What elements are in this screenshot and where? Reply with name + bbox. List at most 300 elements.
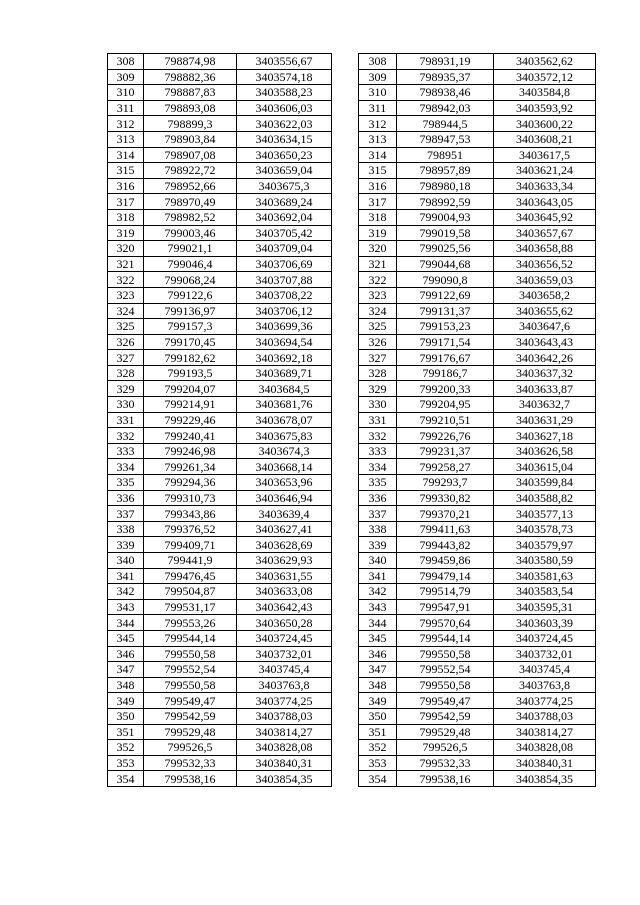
point-number-cell: 308 — [108, 54, 144, 70]
table-row — [108, 630, 332, 646]
x-coordinate-cell: 798947,53 — [397, 131, 494, 147]
point-number-cell: 336 — [108, 490, 144, 506]
x-coordinate-cell: 799226,76 — [397, 428, 494, 444]
table-row — [359, 771, 596, 787]
point-number-cell: 347 — [108, 662, 144, 678]
y-coordinate-cell: 3403814,27 — [237, 724, 332, 740]
x-coordinate-cell: 798980,18 — [397, 178, 494, 194]
y-coordinate-cell: 3403621,24 — [494, 163, 596, 179]
y-coordinate-cell: 3403678,07 — [237, 412, 332, 428]
y-coordinate-cell: 3403627,18 — [494, 428, 596, 444]
y-coordinate-cell: 3403633,87 — [494, 381, 596, 397]
x-coordinate-cell: 799544,14 — [397, 630, 494, 646]
x-coordinate-cell: 799343,86 — [144, 506, 237, 522]
x-coordinate-cell: 799153,23 — [397, 319, 494, 335]
y-coordinate-cell: 3403595,31 — [494, 599, 596, 615]
y-coordinate-cell: 3403643,43 — [494, 334, 596, 350]
y-coordinate-cell: 3403828,08 — [494, 740, 596, 756]
y-coordinate-cell: 3403724,45 — [494, 630, 596, 646]
table-row — [359, 428, 596, 444]
point-number-cell: 327 — [359, 350, 397, 366]
table-row — [359, 178, 596, 194]
table-row — [108, 662, 332, 678]
x-coordinate-cell: 799019,58 — [397, 225, 494, 241]
x-coordinate-cell: 799552,54 — [397, 662, 494, 678]
x-coordinate-cell: 798982,52 — [144, 209, 237, 225]
point-number-cell: 346 — [359, 646, 397, 662]
x-coordinate-cell: 798887,83 — [144, 85, 237, 101]
point-number-cell: 336 — [359, 490, 397, 506]
point-number-cell: 343 — [359, 599, 397, 615]
x-coordinate-cell: 799529,48 — [144, 724, 237, 740]
x-coordinate-cell: 799229,46 — [144, 412, 237, 428]
y-coordinate-cell: 3403574,18 — [237, 69, 332, 85]
coordinate-table-right — [358, 53, 596, 787]
point-number-cell: 340 — [108, 553, 144, 569]
y-coordinate-cell: 3403763,8 — [237, 677, 332, 693]
y-coordinate-cell: 3403603,39 — [494, 615, 596, 631]
y-coordinate-cell: 3403579,97 — [494, 537, 596, 553]
x-coordinate-cell: 799157,3 — [144, 319, 237, 335]
y-coordinate-cell: 3403577,13 — [494, 506, 596, 522]
x-coordinate-cell: 798952,66 — [144, 178, 237, 194]
point-number-cell: 351 — [359, 724, 397, 740]
table-row — [108, 397, 332, 413]
x-coordinate-cell: 798899,3 — [144, 116, 237, 132]
y-coordinate-cell: 3403732,01 — [237, 646, 332, 662]
x-coordinate-cell: 798882,36 — [144, 69, 237, 85]
point-number-cell: 309 — [359, 69, 397, 85]
x-coordinate-cell: 799549,47 — [144, 693, 237, 709]
point-number-cell: 345 — [359, 630, 397, 646]
table-row — [359, 553, 596, 569]
point-number-cell: 348 — [108, 677, 144, 693]
point-number-cell: 342 — [359, 584, 397, 600]
x-coordinate-cell: 799479,14 — [397, 568, 494, 584]
point-number-cell: 349 — [359, 693, 397, 709]
table-row — [359, 194, 596, 210]
point-number-cell: 338 — [108, 521, 144, 537]
table-row — [359, 568, 596, 584]
table-row — [108, 646, 332, 662]
y-coordinate-cell: 3403774,25 — [237, 693, 332, 709]
y-coordinate-cell: 3403642,26 — [494, 350, 596, 366]
point-number-cell: 329 — [359, 381, 397, 397]
x-coordinate-cell: 799004,93 — [397, 209, 494, 225]
table-row — [359, 100, 596, 116]
y-coordinate-cell: 3403674,3 — [237, 443, 332, 459]
point-number-cell: 344 — [359, 615, 397, 631]
x-coordinate-cell: 799046,4 — [144, 256, 237, 272]
y-coordinate-cell: 3403588,23 — [237, 85, 332, 101]
table-row — [359, 412, 596, 428]
point-number-cell: 319 — [108, 225, 144, 241]
y-coordinate-cell: 3403631,29 — [494, 412, 596, 428]
y-coordinate-cell: 3403709,04 — [237, 241, 332, 257]
y-coordinate-cell: 3403556,67 — [237, 54, 332, 70]
point-number-cell: 333 — [108, 443, 144, 459]
table-row — [359, 209, 596, 225]
point-number-cell: 352 — [108, 740, 144, 756]
point-number-cell: 337 — [359, 506, 397, 522]
x-coordinate-cell: 798922,72 — [144, 163, 237, 179]
y-coordinate-cell: 3403650,28 — [237, 615, 332, 631]
x-coordinate-cell: 798893,08 — [144, 100, 237, 116]
point-number-cell: 321 — [108, 256, 144, 272]
y-coordinate-cell: 3403745,4 — [237, 662, 332, 678]
point-number-cell: 324 — [108, 303, 144, 319]
table-row — [359, 615, 596, 631]
y-coordinate-cell: 3403639,4 — [237, 506, 332, 522]
y-coordinate-cell: 3403650,23 — [237, 147, 332, 163]
x-coordinate-cell: 799210,51 — [397, 412, 494, 428]
x-coordinate-cell: 799204,95 — [397, 397, 494, 413]
point-number-cell: 322 — [108, 272, 144, 288]
point-number-cell: 347 — [359, 662, 397, 678]
point-number-cell: 314 — [108, 147, 144, 163]
y-coordinate-cell: 3403689,24 — [237, 194, 332, 210]
x-coordinate-cell: 799044,68 — [397, 256, 494, 272]
y-coordinate-cell: 3403854,35 — [494, 771, 596, 787]
point-number-cell: 318 — [108, 209, 144, 225]
table-row — [359, 334, 596, 350]
y-coordinate-cell: 3403615,04 — [494, 459, 596, 475]
y-coordinate-cell: 3403814,27 — [494, 724, 596, 740]
table-row — [359, 287, 596, 303]
y-coordinate-cell: 3403788,03 — [237, 708, 332, 724]
table-row — [108, 54, 332, 70]
table-row — [108, 319, 332, 335]
point-number-cell: 317 — [359, 194, 397, 210]
table-row — [359, 599, 596, 615]
point-number-cell: 330 — [108, 397, 144, 413]
x-coordinate-cell: 799122,6 — [144, 287, 237, 303]
x-coordinate-cell: 799526,5 — [397, 740, 494, 756]
table-row — [359, 272, 596, 288]
x-coordinate-cell: 799193,5 — [144, 365, 237, 381]
coordinate-table-left — [107, 53, 332, 787]
table-row — [108, 85, 332, 101]
table-row — [359, 225, 596, 241]
table-row — [108, 365, 332, 381]
table-row — [359, 116, 596, 132]
x-coordinate-cell: 799526,5 — [144, 740, 237, 756]
point-number-cell: 340 — [359, 553, 397, 569]
point-number-cell: 337 — [108, 506, 144, 522]
point-number-cell: 312 — [359, 116, 397, 132]
table-row — [359, 443, 596, 459]
x-coordinate-cell: 798992,59 — [397, 194, 494, 210]
point-number-cell: 343 — [108, 599, 144, 615]
x-coordinate-cell: 799531,17 — [144, 599, 237, 615]
point-number-cell: 322 — [359, 272, 397, 288]
y-coordinate-cell: 3403633,34 — [494, 178, 596, 194]
x-coordinate-cell: 799459,86 — [397, 553, 494, 569]
point-number-cell: 345 — [108, 630, 144, 646]
y-coordinate-cell: 3403692,04 — [237, 209, 332, 225]
point-number-cell: 320 — [359, 241, 397, 257]
x-coordinate-cell: 799068,24 — [144, 272, 237, 288]
table-row — [108, 225, 332, 241]
table-row — [108, 428, 332, 444]
x-coordinate-cell: 799003,46 — [144, 225, 237, 241]
point-number-cell: 350 — [359, 708, 397, 724]
point-number-cell: 334 — [108, 459, 144, 475]
x-coordinate-cell: 799090,8 — [397, 272, 494, 288]
point-number-cell: 335 — [108, 475, 144, 491]
point-number-cell: 309 — [108, 69, 144, 85]
x-coordinate-cell: 799171,54 — [397, 334, 494, 350]
table-row — [108, 287, 332, 303]
x-coordinate-cell: 799411,63 — [397, 521, 494, 537]
table-row — [108, 568, 332, 584]
table-row — [108, 241, 332, 257]
y-coordinate-cell: 3403584,8 — [494, 85, 596, 101]
y-coordinate-cell: 3403763,8 — [494, 677, 596, 693]
x-coordinate-cell: 799532,33 — [397, 755, 494, 771]
y-coordinate-cell: 3403626,58 — [494, 443, 596, 459]
point-number-cell: 325 — [108, 319, 144, 335]
y-coordinate-cell: 3403675,3 — [237, 178, 332, 194]
table-row — [108, 521, 332, 537]
x-coordinate-cell: 799549,47 — [397, 693, 494, 709]
table-row — [359, 475, 596, 491]
y-coordinate-cell: 3403732,01 — [494, 646, 596, 662]
y-coordinate-cell: 3403658,2 — [494, 287, 596, 303]
table-row — [359, 163, 596, 179]
y-coordinate-cell: 3403588,82 — [494, 490, 596, 506]
point-number-cell: 312 — [108, 116, 144, 132]
point-number-cell: 323 — [108, 287, 144, 303]
x-coordinate-cell: 799200,33 — [397, 381, 494, 397]
table-row — [108, 131, 332, 147]
x-coordinate-cell: 799240,41 — [144, 428, 237, 444]
point-number-cell: 350 — [108, 708, 144, 724]
x-coordinate-cell: 799544,14 — [144, 630, 237, 646]
table-row — [359, 724, 596, 740]
x-coordinate-cell: 799025,56 — [397, 241, 494, 257]
y-coordinate-cell: 3403581,63 — [494, 568, 596, 584]
table-row — [108, 708, 332, 724]
point-number-cell: 320 — [108, 241, 144, 257]
table-row — [359, 147, 596, 163]
table-row — [108, 100, 332, 116]
table-row — [359, 85, 596, 101]
y-coordinate-cell: 3403642,43 — [237, 599, 332, 615]
table-row — [108, 459, 332, 475]
point-number-cell: 341 — [108, 568, 144, 584]
x-coordinate-cell: 799310,73 — [144, 490, 237, 506]
y-coordinate-cell: 3403656,52 — [494, 256, 596, 272]
y-coordinate-cell: 3403659,03 — [494, 272, 596, 288]
x-coordinate-cell: 799550,58 — [397, 677, 494, 693]
point-number-cell: 317 — [108, 194, 144, 210]
point-number-cell: 351 — [108, 724, 144, 740]
x-coordinate-cell: 799258,27 — [397, 459, 494, 475]
point-number-cell: 353 — [359, 755, 397, 771]
table-row — [108, 272, 332, 288]
y-coordinate-cell: 3403659,04 — [237, 163, 332, 179]
x-coordinate-cell: 799409,71 — [144, 537, 237, 553]
x-coordinate-cell: 799204,07 — [144, 381, 237, 397]
x-coordinate-cell: 799261,34 — [144, 459, 237, 475]
x-coordinate-cell: 799476,45 — [144, 568, 237, 584]
y-coordinate-cell: 3403578,73 — [494, 521, 596, 537]
table-row — [108, 599, 332, 615]
y-coordinate-cell: 3403854,35 — [237, 771, 332, 787]
point-number-cell: 318 — [359, 209, 397, 225]
table-row — [108, 350, 332, 366]
x-coordinate-cell: 799176,67 — [397, 350, 494, 366]
y-coordinate-cell: 3403633,08 — [237, 584, 332, 600]
table-row — [108, 334, 332, 350]
y-coordinate-cell: 3403637,32 — [494, 365, 596, 381]
point-number-cell: 313 — [108, 131, 144, 147]
point-number-cell: 311 — [359, 100, 397, 116]
x-coordinate-cell: 798935,37 — [397, 69, 494, 85]
point-number-cell: 338 — [359, 521, 397, 537]
y-coordinate-cell: 3403583,54 — [494, 584, 596, 600]
x-coordinate-cell: 799330,82 — [397, 490, 494, 506]
x-coordinate-cell: 799170,45 — [144, 334, 237, 350]
table-row — [108, 677, 332, 693]
y-coordinate-cell: 3403646,94 — [237, 490, 332, 506]
y-coordinate-cell: 3403708,22 — [237, 287, 332, 303]
x-coordinate-cell: 799441,9 — [144, 553, 237, 569]
point-number-cell: 339 — [108, 537, 144, 553]
y-coordinate-cell: 3403828,08 — [237, 740, 332, 756]
table-row — [359, 54, 596, 70]
table-row — [108, 475, 332, 491]
y-coordinate-cell: 3403774,25 — [494, 693, 596, 709]
table-row — [359, 350, 596, 366]
point-number-cell: 328 — [108, 365, 144, 381]
point-number-cell: 326 — [108, 334, 144, 350]
x-coordinate-cell: 799214,91 — [144, 397, 237, 413]
table-row — [108, 163, 332, 179]
y-coordinate-cell: 3403675,83 — [237, 428, 332, 444]
x-coordinate-cell: 798907,08 — [144, 147, 237, 163]
y-coordinate-cell: 3403840,31 — [237, 755, 332, 771]
table-row — [108, 147, 332, 163]
point-number-cell: 331 — [108, 412, 144, 428]
y-coordinate-cell: 3403706,12 — [237, 303, 332, 319]
y-coordinate-cell: 3403724,45 — [237, 630, 332, 646]
y-coordinate-cell: 3403608,21 — [494, 131, 596, 147]
table-row — [359, 397, 596, 413]
table-row — [359, 365, 596, 381]
point-number-cell: 314 — [359, 147, 397, 163]
x-coordinate-cell: 798903,84 — [144, 131, 237, 147]
point-number-cell: 354 — [108, 771, 144, 787]
y-coordinate-cell: 3403647,6 — [494, 319, 596, 335]
table-row — [108, 693, 332, 709]
x-coordinate-cell: 799182,62 — [144, 350, 237, 366]
x-coordinate-cell: 799231,37 — [397, 443, 494, 459]
point-number-cell: 332 — [359, 428, 397, 444]
point-number-cell: 346 — [108, 646, 144, 662]
x-coordinate-cell: 799514,79 — [397, 584, 494, 600]
y-coordinate-cell: 3403562,62 — [494, 54, 596, 70]
point-number-cell: 325 — [359, 319, 397, 335]
y-coordinate-cell: 3403634,15 — [237, 131, 332, 147]
point-number-cell: 354 — [359, 771, 397, 787]
table-row — [359, 584, 596, 600]
x-coordinate-cell: 799550,58 — [144, 677, 237, 693]
table-row — [359, 381, 596, 397]
table-row — [108, 194, 332, 210]
point-number-cell: 329 — [108, 381, 144, 397]
table-row — [108, 178, 332, 194]
table-row — [359, 241, 596, 257]
table-row — [359, 630, 596, 646]
table-row — [359, 490, 596, 506]
x-coordinate-cell: 799570,64 — [397, 615, 494, 631]
point-number-cell: 319 — [359, 225, 397, 241]
x-coordinate-cell: 799131,37 — [397, 303, 494, 319]
point-number-cell: 353 — [108, 755, 144, 771]
y-coordinate-cell: 3403628,69 — [237, 537, 332, 553]
y-coordinate-cell: 3403840,31 — [494, 755, 596, 771]
point-number-cell: 326 — [359, 334, 397, 350]
point-number-cell: 308 — [359, 54, 397, 70]
y-coordinate-cell: 3403707,88 — [237, 272, 332, 288]
y-coordinate-cell: 3403658,88 — [494, 241, 596, 257]
table-row — [359, 521, 596, 537]
point-number-cell: 321 — [359, 256, 397, 272]
x-coordinate-cell: 798938,46 — [397, 85, 494, 101]
point-number-cell: 344 — [108, 615, 144, 631]
y-coordinate-cell: 3403600,22 — [494, 116, 596, 132]
table-row — [108, 755, 332, 771]
table-row — [108, 412, 332, 428]
table-row — [108, 69, 332, 85]
x-coordinate-cell: 799532,33 — [144, 755, 237, 771]
y-coordinate-cell: 3403689,71 — [237, 365, 332, 381]
point-number-cell: 316 — [108, 178, 144, 194]
table-row — [108, 506, 332, 522]
table-row — [108, 740, 332, 756]
y-coordinate-cell: 3403617,5 — [494, 147, 596, 163]
x-coordinate-cell: 798944,5 — [397, 116, 494, 132]
point-number-cell: 313 — [359, 131, 397, 147]
table-row — [108, 724, 332, 740]
point-number-cell: 335 — [359, 475, 397, 491]
table-row — [108, 537, 332, 553]
x-coordinate-cell: 799529,48 — [397, 724, 494, 740]
x-coordinate-cell: 799547,91 — [397, 599, 494, 615]
x-coordinate-cell: 799542,59 — [144, 708, 237, 724]
y-coordinate-cell: 3403572,12 — [494, 69, 596, 85]
table-row — [359, 303, 596, 319]
table-row — [359, 256, 596, 272]
y-coordinate-cell: 3403681,76 — [237, 397, 332, 413]
table-row — [359, 319, 596, 335]
y-coordinate-cell: 3403629,93 — [237, 553, 332, 569]
point-number-cell: 324 — [359, 303, 397, 319]
x-coordinate-cell: 799538,16 — [144, 771, 237, 787]
table-row — [108, 553, 332, 569]
y-coordinate-cell: 3403580,59 — [494, 553, 596, 569]
point-number-cell: 348 — [359, 677, 397, 693]
point-number-cell: 339 — [359, 537, 397, 553]
x-coordinate-cell: 799021,1 — [144, 241, 237, 257]
x-coordinate-cell: 799538,16 — [397, 771, 494, 787]
point-number-cell: 316 — [359, 178, 397, 194]
point-number-cell: 332 — [108, 428, 144, 444]
point-number-cell: 315 — [359, 163, 397, 179]
point-number-cell: 331 — [359, 412, 397, 428]
